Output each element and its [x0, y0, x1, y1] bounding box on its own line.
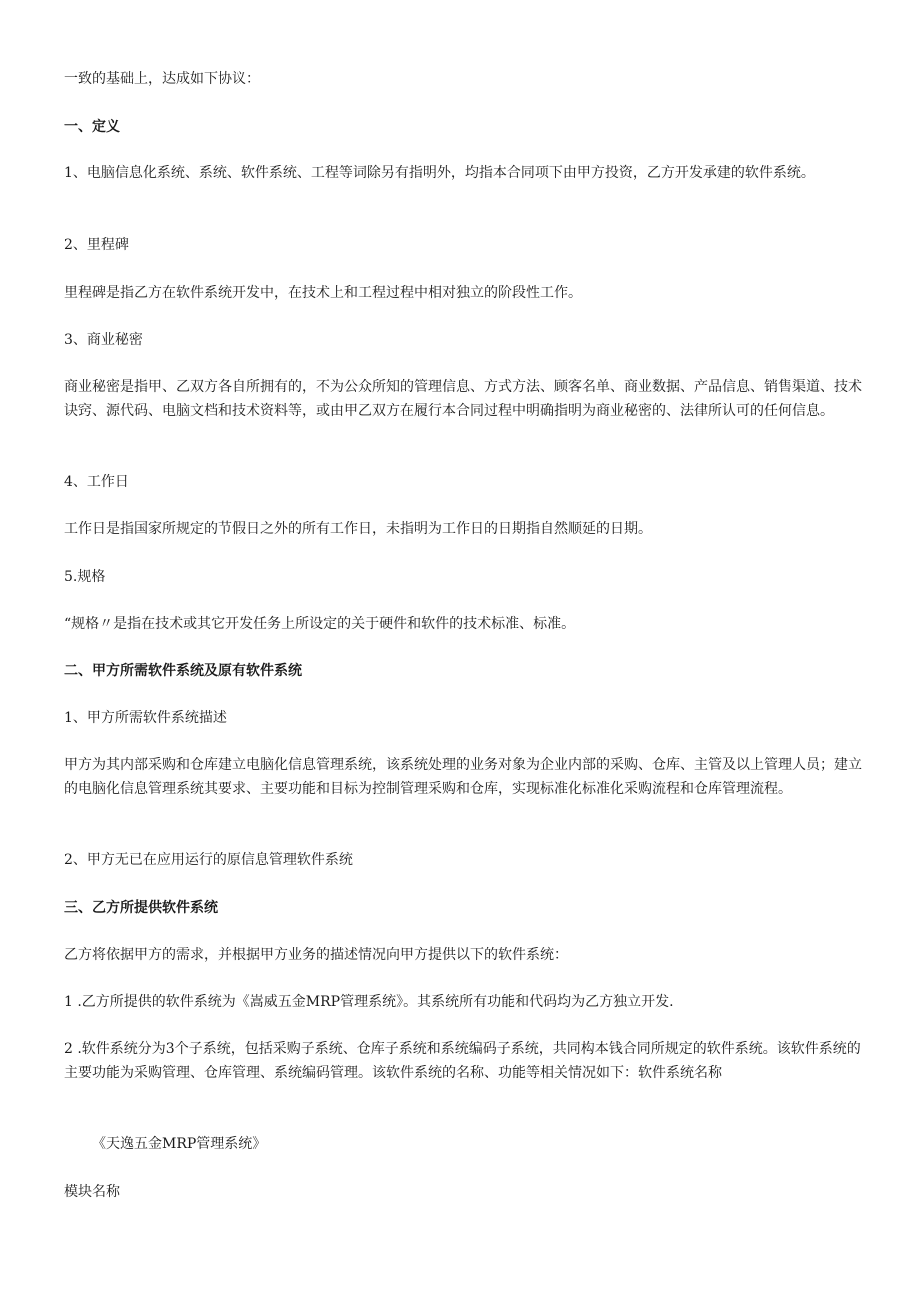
- definition-item-3-title: 3、商业秘密: [64, 332, 143, 348]
- definition-item-4-title: 4、工作日: [64, 474, 129, 490]
- party-a-item-1-title: 1、甲方所需软件系统描述: [64, 710, 227, 726]
- definition-item-4-body: 工作日是指国家所规定的节假日之外的所有工作日，未指明为工作日的日期指自然顺延的日期。: [64, 521, 652, 537]
- system-name: 《天逸五金MRP管理系统》: [92, 1136, 267, 1152]
- section-heading-party-a-system: 二、甲方所需软件系统及原有软件系统: [64, 663, 302, 679]
- definition-item-5-body: “规格〃是指在技术或其它开发任务上所设定的关于硬件和软件的技术标准、标准。: [64, 616, 576, 632]
- party-b-item-2: 2 .软件系统分为3个子系统，包括采购子系统、仓库子系统和系统编码子系统，共同构本钱合同所规定的软件系统。该软件系统的主要功能为采购管理、仓库管理、系统编码管理。该软件系统的名称、功能等相关情况如下：软件系统名称: [64, 1041, 861, 1081]
- party-b-intro: 乙方将依据甲方的需求，并根据甲方业务的描述情况向甲方提供以下的软件系统：: [64, 947, 568, 963]
- section-heading-party-b-system: 三、乙方所提供软件系统: [64, 900, 218, 916]
- module-name-label: 模块名称: [64, 1184, 120, 1200]
- section-heading-definitions: 一、定义: [64, 119, 120, 135]
- intro-line: 一致的基础上，达成如下协议：: [64, 71, 260, 87]
- party-b-item-1: 1 .乙方所提供的软件系统为《嵩威五金MRP管理系统》。其系统所有功能和代码均为乙方独立开发.: [64, 994, 674, 1010]
- definition-item-3-body: 商业秘密是指甲、乙双方各自所拥有的，不为公众所知的管理信息、方式方法、顾客名单、商业数据、产品信息、销售渠道、技术诀窍、源代码、电脑文档和技术资料等，或由甲乙双方在履行本合同过程中明确指明为商业秘密的、法律所认可的任何信息。: [64, 379, 862, 419]
- definition-item-1: 1、电脑信息化系统、系统、软件系统、工程等词除另有指明外，均指本合同项下由甲方投资，乙方开发承建的软件系统。: [64, 165, 815, 181]
- party-a-item-1-body: 甲方为其内部采购和仓库建立电脑化信息管理系统，该系统处理的业务对象为企业内部的采购、仓库、主管及以上管理人员；建立的电脑化信息管理系统其要求、主要功能和目标为控制管理采购和仓库，实现标准化标准化采购流程和仓库管理流程。: [64, 757, 862, 797]
- party-a-item-2: 2、甲方无已在应用运行的原信息管理软件系统: [64, 852, 353, 868]
- definition-item-2-body: 里程碑是指乙方在软件系统开发中，在技术上和工程过程中相对独立的阶段性工作。: [64, 285, 582, 301]
- definition-item-2-title: 2、里程碑: [64, 237, 129, 253]
- definition-item-5-title: 5.规格: [64, 569, 106, 585]
